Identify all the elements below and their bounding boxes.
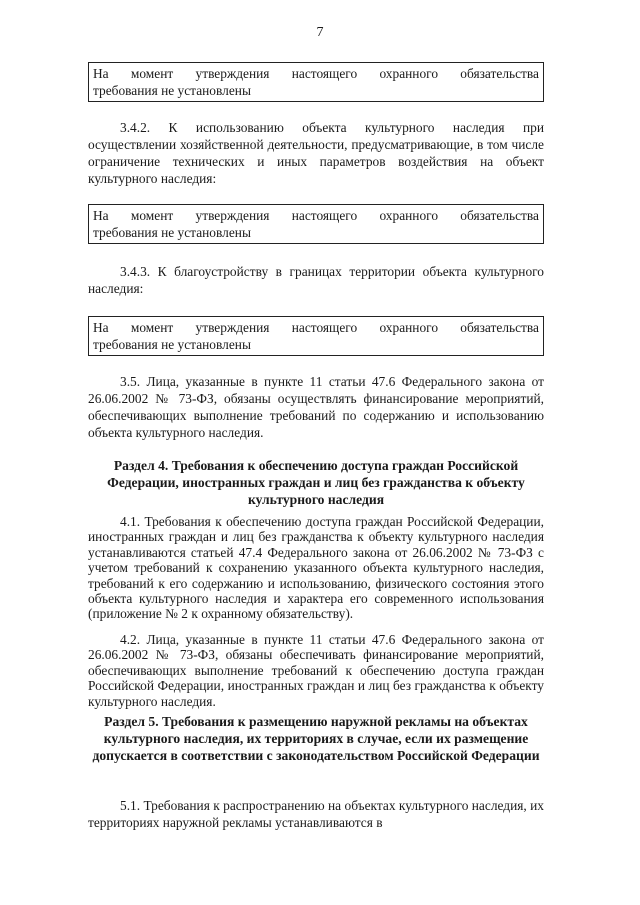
paragraph-4-2: 4.2. Лица, указанные в пункте 11 статьи 47.6 Федерального закона от 26.06.2002 № 73-ФЗ, обязаны обеспечивать финансирование мероприятий, обеспечивающих выполнение требований к обеспечению доступа граждан Российской Федерации, иностранных граждан и лиц без гражданства к объекту культурного наследия. (88, 632, 544, 709)
box-text-line2: требования не установлены (93, 337, 251, 352)
box-text-line1: На момент утверждения настоящего охранного обязательства (93, 320, 539, 335)
box-text-line2: требования не установлены (93, 83, 251, 98)
box-text-line1: На момент утверждения настоящего охранного обязательства (93, 208, 539, 223)
requirements-box-2 (88, 204, 544, 244)
page-number: 7 (316, 25, 324, 40)
paragraph-3-4-3: 3.4.3. К благоустройству в границах территории объекта культурного наследия: (88, 264, 544, 296)
box-text-line2: требования не установлены (93, 225, 251, 240)
paragraph-5-1: 5.1. Требования к распространению на объектах культурного наследия, их территориях наружной рекламы устанавливаются в (88, 798, 544, 830)
paragraph-3-4-2: 3.4.2. К использованию объекта культурного наследия при осуществлении хозяйственной деятельности, предусматривающие, в том числе ограничение технических и иных параметров воздействия на объект культурного наследия: (88, 120, 544, 186)
section-4-heading: Раздел 4. Требования к обеспечению доступа граждан Российской Федерации, иностранных граждан и лиц без гражданства к объекту культурного наследия (107, 458, 525, 507)
requirements-box-1 (88, 62, 544, 102)
paragraph-3-5: 3.5. Лица, указанные в пункте 11 статьи 47.6 Федерального закона от 26.06.2002 № 73-ФЗ, обязаны осуществлять финансирование мероприятий, обеспечивающих выполнение требований по содержанию и использованию объекта культурного наследия. (88, 374, 544, 440)
requirements-box-3 (88, 316, 544, 356)
section-5-heading: Раздел 5. Требования к размещению наружной рекламы на объектах культурного наследия, их территориях в случае, если их размещение допускается в соответствии с законодательством Российской Федерации (92, 714, 540, 763)
box-text-line1: На момент утверждения настоящего охранного обязательства (93, 66, 539, 81)
paragraph-4-1: 4.1. Требования к обеспечению доступа граждан Российской Федерации, иностранных граждан и лиц без гражданства к объекту культурного наследия устанавливаются статьей 47.4 Федерального закона от 26.06.2002 № 73-ФЗ с учетом требований к сохранению указанного объекта культурного наследия, требований к его содержанию и использованию, физического состояния этого объекта культурного наследия и характера его современного использования (приложение № 2 к охранному обязательству). (88, 514, 544, 622)
